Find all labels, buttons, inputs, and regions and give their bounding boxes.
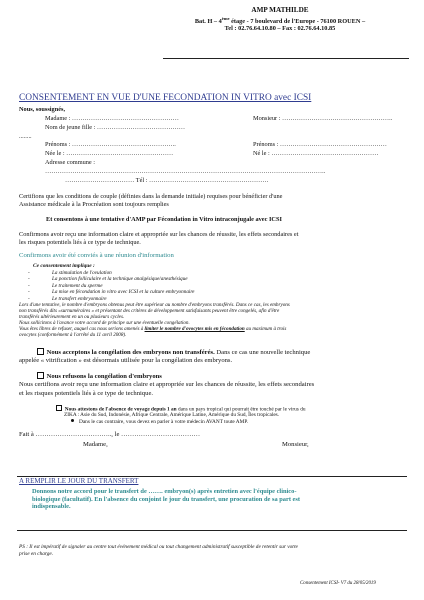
signature-monsieur: Monsieur, <box>282 441 309 448</box>
accept-line-2: appelée « vitrification » est désormais utilisée pour la congélation des embryons. <box>19 357 233 364</box>
transfer-block: Donnons notre accord pour le transfert de ……. embryon(s) après entretien avec l'équipe clinico- biologique (facultatif). En l'absence du conjoint le jour du transfert, une procuration de sa part est indispensable. <box>32 488 300 510</box>
confirm-line-2: les risques potentiels liés à ce type de technique. <box>19 239 141 246</box>
signature-madame: Madame, <box>83 441 108 448</box>
certify-line-2: et les risques potentiels liés à ce type de technique. <box>19 390 154 397</box>
transfer-bottom-divider <box>17 530 407 531</box>
ne-le-field[interactable]: Né le : …………………………………………… <box>253 150 379 157</box>
document-title: CONSENTEMENT EN VUE D'UNE FECONDATION IN VITRO avec ICSI <box>19 93 312 103</box>
madame-field[interactable]: Madame : …………………………………………… <box>45 115 179 122</box>
travel-option[interactable]: Nous attestons de l'absence de voyage depuis 1 an dans un pays tropical qui pourrait être touché par le virus du <box>56 405 306 413</box>
document-version: Consentement ICSI- V7 du 28/05/2019 <box>300 581 376 586</box>
address-field[interactable]: …………………………………………………………………………………………………………………….. <box>45 168 326 175</box>
reunion-heading: Confirmons avoir été conviés à une réunion d'information <box>19 252 174 259</box>
step-item: - La ponction folliculaire et la technique analgésique/anesthésique <box>52 276 194 282</box>
step-item: - La stimulation de l'ovulation <box>52 270 194 276</box>
phone-field[interactable]: …………………………… Tél : ………………………………………………… <box>65 177 269 184</box>
confirm-line-1: Confirmons avoir reçu une information claire et appropriée sur les chances de réussite, les effets secondaires et <box>19 231 299 238</box>
refuse-checkbox[interactable] <box>37 372 44 379</box>
maiden-name-field[interactable]: Nom de jeune fille : …………………………………… <box>45 124 186 131</box>
accept-checkbox[interactable] <box>37 348 44 355</box>
org-address: Bat. H – 4ème étage - 7 boulevard de l'Europe - 76100 ROUEN – <box>194 15 366 25</box>
org-contact: Tel : 02.76.64.10.80 – Fax : 02.76.64.10.85 <box>224 25 336 33</box>
limit-notice: Vous êtes libres de refuser, auquel cas nous serions amenés à limiter le nombre d'ovocytes mis en fécondation au maximum à trois <box>19 326 287 333</box>
conditions-line-2: Assistance médicale à la Procréation sont toujours remplies <box>19 201 169 208</box>
tentative-statement: Et consentons à une tentative d'AMP par Fécondation in Vitro intraconjugale avec ICSI <box>46 216 282 223</box>
ps-note: PS : Il est impératif de signaler au centre tout événement médical ou tout changement administratif susceptible de retentir sur votre prise en charge. <box>19 544 298 557</box>
conditions-line-1: Certifions que les conditions de couple (définies dans la demande initiale) requises pour bénéficier d'une <box>19 193 283 200</box>
prenoms-m-field[interactable]: Prénoms : …………………………………………… <box>253 141 387 148</box>
letterhead <box>150 6 410 33</box>
bullet-icon <box>71 419 74 422</box>
transfer-heading: A REMPLIR LE JOUR DU TRANSFERT <box>19 477 139 485</box>
certify-line-1: Nous certifions avoir reçu une information claire et appropriée sur les chances de réussite, les effets secondaires <box>19 381 315 388</box>
concept-intro: Ce consentement implique : <box>33 263 95 269</box>
nee-le-field[interactable]: Née le : …………………………………………… <box>45 150 174 157</box>
accept-option[interactable]: Nous acceptons la congélation des embryons non transférés. Dans ce cas une nouvelle technique <box>37 348 310 356</box>
step-item: - La mise en fécondation in vitro avec ICSI et la culture embryonnaire <box>52 289 194 295</box>
travel-checkbox[interactable] <box>56 405 62 411</box>
travel-line-2: ZIKA : Asie du Sud, Indonésie, Afrique Centrale, Amérique Latine, Amérique du Sud, Îles tropicales. <box>64 412 280 418</box>
step-item: - Le traitement du sperme <box>52 283 194 289</box>
step-item: - Le transfert embryonnaire <box>52 296 194 302</box>
header-divider <box>163 58 409 59</box>
org-name: AMP MATHILDE <box>251 6 309 14</box>
monsieur-field[interactable]: Monsieur : …………………………………………….. <box>253 115 393 122</box>
travel-bullet: Dans le cas contraire, vous devez en parler à votre médecin AVANT toute AMP. <box>71 419 248 426</box>
dotted-gap: ........ <box>19 133 32 140</box>
fine-print: Lors d'une tentative, le nombre d'embryons obtenus peut être supérieur au nombre d'embryons transférés. Dans ce cas, les embryons non transférés dits «surnuméraires » et présentant des critères de développement satisfaisants peuvent être congelés, afin d'être transférés ultérieurement en un ou plusieurs cycles. Nous sollicitons à l'avance votre accord de principe sur une éventuelle congélation. Vous êtes libres de refuser, auquel cas nous serions amenés à limiter le nombre d'ovocytes mis en fécondation au maximum à trois ovocytes (conformément à l'arrêté du 11 avril 2008). <box>19 302 290 339</box>
refuse-option[interactable]: Nous refusons la congélation d'embryons <box>37 372 162 380</box>
signature-place-date[interactable]: Fait à …………………………….., le ……………………………… <box>19 431 201 438</box>
procedure-steps <box>52 270 194 302</box>
intro-text: Nous, soussignés, <box>19 106 66 113</box>
prenoms-f-field[interactable]: Prénoms : ………………………………………….. <box>45 141 176 148</box>
address-label: Adresse commune : <box>45 159 96 166</box>
